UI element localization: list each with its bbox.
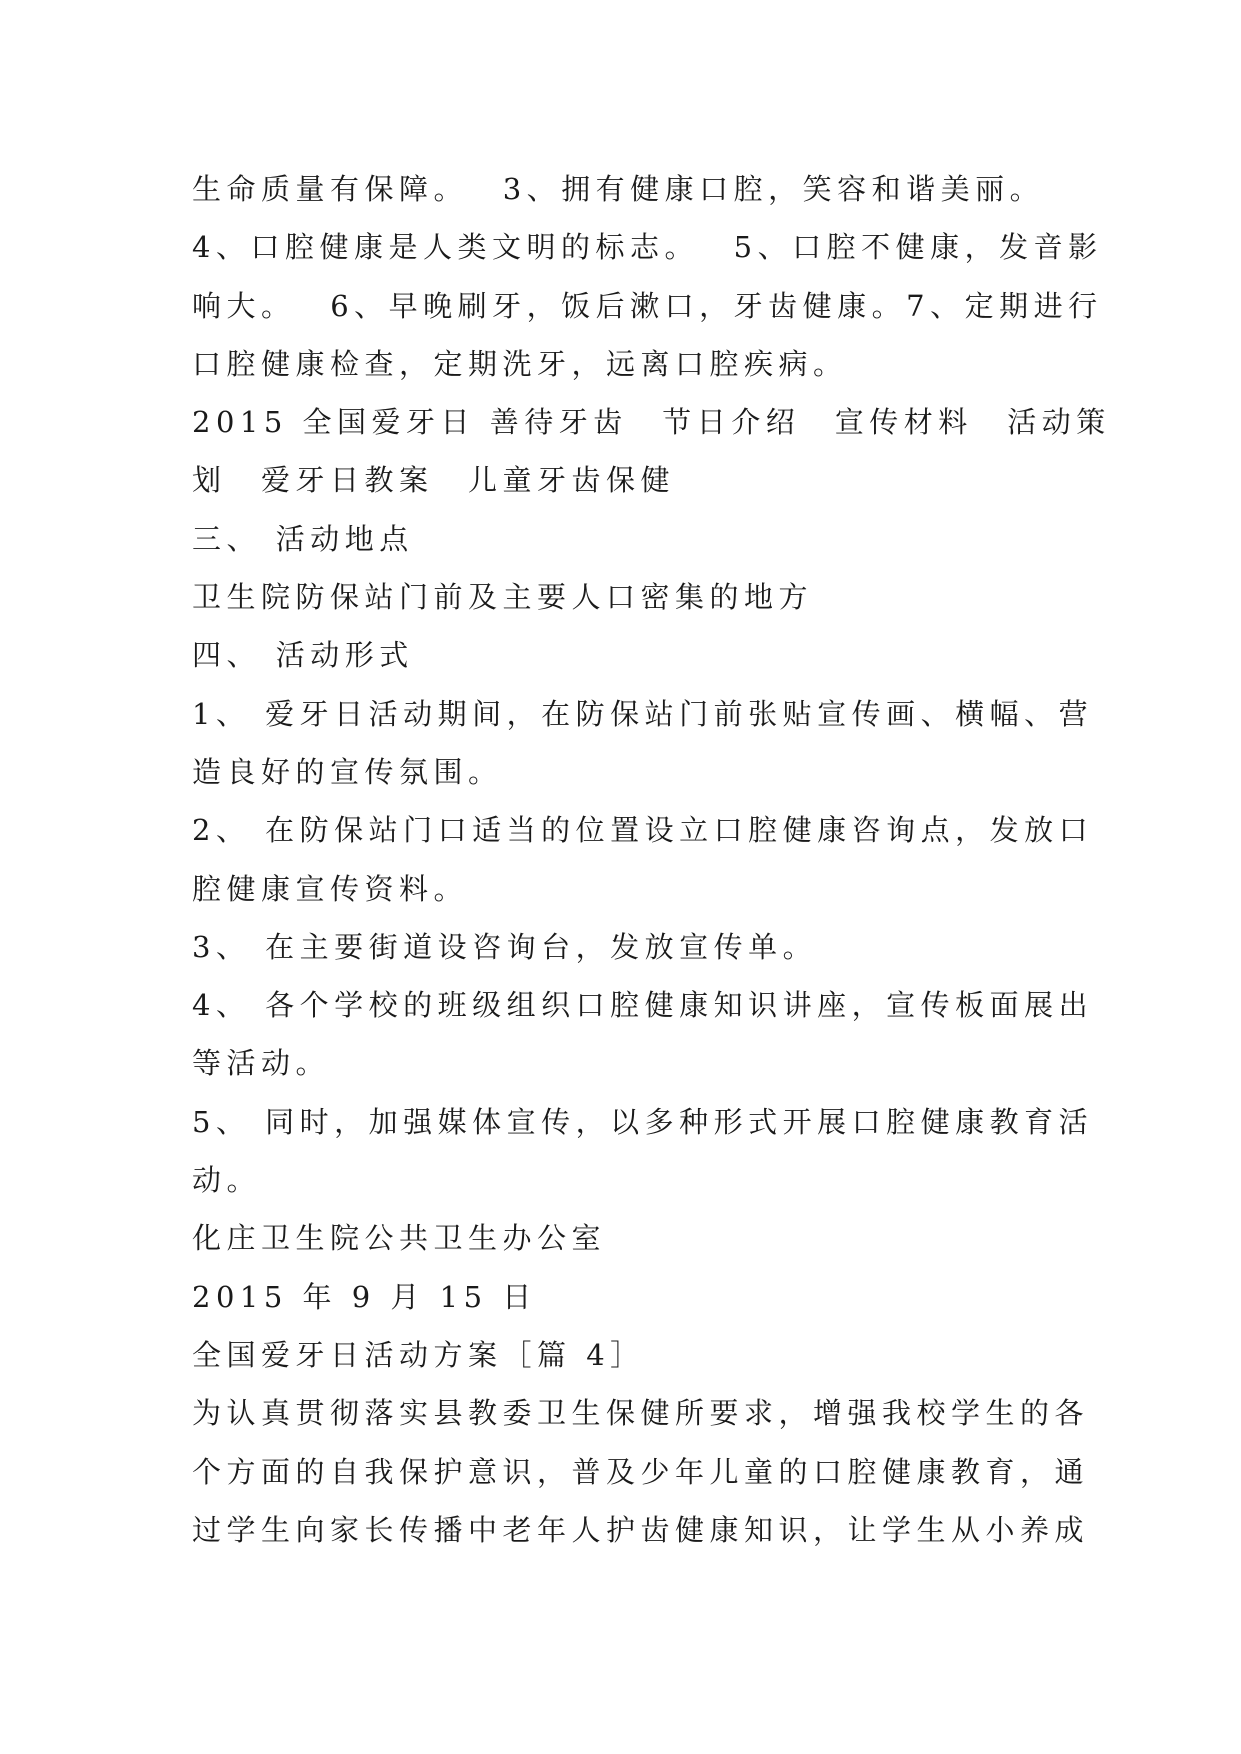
text-line: 划 爱牙日教案 儿童牙齿保健 [192, 463, 676, 498]
list-item: 4、 各个学校的班级组织口腔健康知识讲座，宣传板面展出 [192, 988, 1094, 1023]
signature-office: 化庄卫生院公共卫生办公室 [192, 1221, 607, 1256]
section-heading: 四、 活动形式 [192, 638, 414, 673]
text-line: 腔健康宣传资料。 [192, 871, 469, 906]
text-line: 口腔健康检查，定期洗牙，远离口腔疾病。 [192, 346, 848, 381]
text-line: 2015 全国爱牙日 善待牙齿 节日介绍 宣传材料 活动策 [192, 405, 1111, 440]
text-line: 卫生院防保站门前及主要人口密集的地方 [192, 580, 814, 615]
text-line: 生命质量有保障。 3、拥有健康口腔，笑容和谐美丽。 [192, 172, 1045, 206]
text-line: 动。 [192, 1163, 262, 1198]
text-line: 造良好的宣传氛围。 [192, 754, 503, 789]
list-item: 2、 在防保站门口适当的位置设立口腔健康咨询点，发放口 [192, 813, 1094, 848]
text-line: 等活动。 [192, 1046, 331, 1081]
signature-date: 2015 年 9 月 15 日 [192, 1279, 537, 1314]
text-line: 为认真贯彻落实县教委卫生保健所要求，增强我校学生的各 [192, 1396, 1090, 1431]
document-body [192, 160, 1111, 1559]
list-item: 1、 爱牙日活动期间，在防保站门前张贴宣传画、横幅、营 [192, 696, 1094, 731]
text-line: 响大。 6、早晚刷牙，饭后漱口，牙齿健康。7、定期进行 [192, 288, 1103, 323]
list-item: 3、 在主要街道设咨询台，发放宣传单。 [192, 929, 818, 964]
section-heading: 三、 活动地点 [192, 521, 414, 556]
list-item: 5、 同时，加强媒体宣传，以多种形式开展口腔健康教育活 [192, 1104, 1094, 1139]
text-line: 过学生向家长传播中老年人护齿健康知识，让学生从小养成 [192, 1512, 1090, 1547]
text-line: 个方面的自我保护意识，普及少年儿童的口腔健康教育，通 [192, 1454, 1090, 1489]
article-title: 全国爱牙日活动方案［篇 4］ [192, 1337, 645, 1372]
text-line: 4、口腔健康是人类文明的标志。 5、口腔不健康，发音影 [192, 230, 1103, 265]
